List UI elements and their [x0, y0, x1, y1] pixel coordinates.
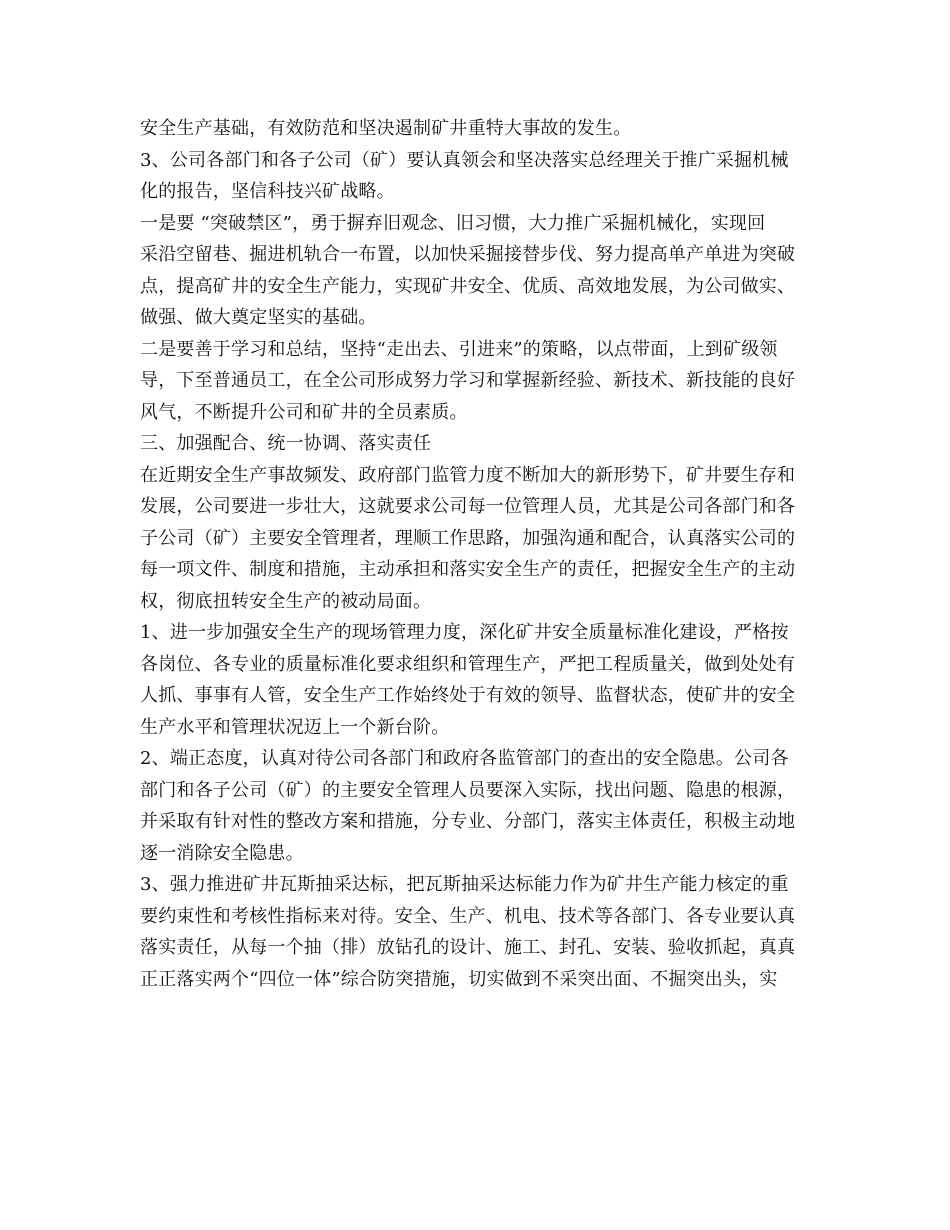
- text-line: 导，下至普通员工，在全公司形成努力学习和掌握新经验、新技术、新技能的良好: [140, 370, 796, 391]
- text-line: 点，提高矿井的安全生产能力，实现矿井安全、优质、高效地发展，为公司做实、: [140, 275, 796, 297]
- text-line: 并采取有针对性的整改方案和措施，分专业、分部门，落实主体责任，积极主动地: [140, 811, 796, 832]
- text-line: 一是要 “突破禁区”，勇于摒弃旧观念、旧习惯，大力推广采掘机械化，实现回: [140, 212, 766, 234]
- text-line: 正正落实两个“四位一体”综合防突措施，切实做到不采突出面、不掘突出头，实: [140, 968, 778, 990]
- text-line: 2、端正态度，认真对待公司各部门和政府各监管部门的查出的安全隐患。公司各: [140, 748, 789, 769]
- text-line: 每一项文件、制度和措施，主动承担和落实安全生产的责任，把握安全生产的主动: [140, 559, 796, 580]
- text-line: 子公司（矿）主要安全管理者，理顺工作思路，加强沟通和配合，认真落实公司的: [140, 527, 796, 549]
- text-line: 化的报告，坚信科技兴矿战略。: [140, 181, 395, 202]
- text-line: 采沿空留巷、掘进机轨合一布置，以加快采掘接替步伐、努力提高单产单进为突破: [140, 244, 796, 265]
- text-line: 要约束性和考核性指标来对待。安全、生产、机电、技术等各部门、各专业要认真: [140, 905, 796, 927]
- document-page: [140, 113, 820, 995]
- text-line: 风气，不断提升公司和矿井的全员素质。: [140, 401, 468, 423]
- section-heading: 三、加强配合、统一协调、落实责任: [140, 433, 432, 454]
- text-line: 做强、做大奠定坚实的基础。: [140, 307, 377, 328]
- text-line: 3、公司各部门和各子公司（矿）要认真领会和坚决落实总经理关于推广采掘机械: [140, 149, 789, 171]
- text-line: 二是要善于学习和总结，坚持“走出去、引进来”的策略，以点带面，上到矿级领: [140, 338, 778, 360]
- text-line: 落实责任，从每一个抽（排）放钻孔的设计、施工、封孔、安装、验收抓起，真真: [140, 937, 796, 958]
- text-line: 安全生产基础，有效防范和坚决遏制矿井重特大事故的发生。: [140, 118, 632, 139]
- text-line: 发展，公司要进一步壮大，这就要求公司每一位管理人员，尤其是公司各部门和各: [140, 496, 796, 517]
- text-line: 1、进一步加强安全生产的现场管理力度，深化矿井安全质量标准化建设，严格按: [140, 622, 789, 643]
- text-line: 3、强力推进矿井瓦斯抽采达标，把瓦斯抽采达标能力作为矿井生产能力核定的重: [140, 874, 789, 895]
- text-line: 人抓、事事有人管，安全生产工作始终处于有效的领导、监督状态，使矿井的安全: [140, 685, 796, 706]
- text-line: 部门和各子公司（矿）的主要安全管理人员要深入实际，找出问题、隐患的根源，: [140, 779, 796, 801]
- text-line: 各岗位、各专业的质量标准化要求组织和管理生产，严把工程质量关，做到处处有: [140, 653, 796, 675]
- text-line: 生产水平和管理状况迈上一个新台阶。: [140, 716, 450, 738]
- text-line: 权，彻底扭转安全生产的被动局面。: [140, 590, 432, 612]
- text-line: 逐一消除安全隐患。: [140, 842, 304, 864]
- text-line: 在近期安全生产事故频发、政府部门监管力度不断加大的新形势下，矿井要生存和: [140, 464, 796, 486]
